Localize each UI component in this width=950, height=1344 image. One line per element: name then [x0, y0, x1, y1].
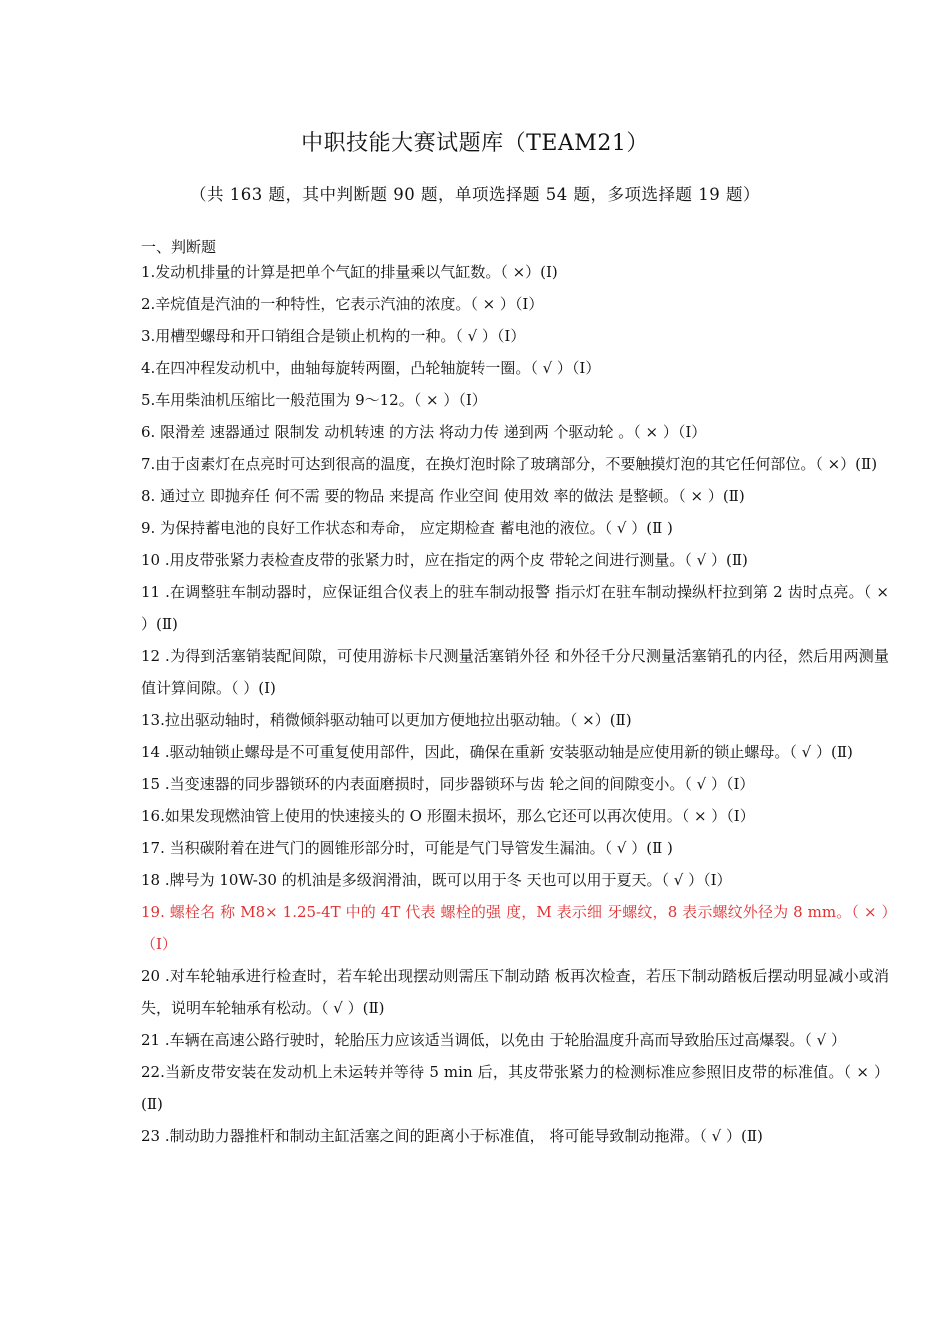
question-item: 23 .制动助力器推杆和制动主缸活塞之间的距离小于标准值， 将可能导致制动拖滞。（ √ ）(Ⅱ)	[141, 1127, 763, 1145]
question-item: 6. 限滑差 速器通过 限制发 动机转速 的方法 将动力传 递到两 个驱动轮 。（ × ）（Ⅰ）	[141, 423, 707, 441]
question-item: 12 .为得到活塞销装配间隙，可使用游标卡尺测量活塞销外径 和外径千分尺测量活塞销孔的内径，然后用两测量值计算间隙。（ ）(Ⅰ)	[141, 647, 889, 697]
question-item: 7.由于卤素灯在点亮时可达到很高的温度，在换灯泡时除了玻璃部分，不要触摸灯泡的其它任何部位。（ ×）(Ⅱ)	[141, 455, 878, 473]
question-item: 3.用槽型螺母和开口销组合是锁止机构的一种。（ √ ）（Ⅰ）	[141, 327, 526, 345]
document-subtitle: （共 163 题，其中判断题 90 题，单项选择题 54 题，多项选择题 19 题）	[190, 185, 760, 204]
document-title: 中职技能大赛试题库（TEAM21）	[301, 131, 649, 156]
question-item: 17. 当积碳附着在进气门的圆锥形部分时，可能是气门导管发生漏油。（ √ ）(Ⅱ )	[141, 839, 673, 857]
question-item: 21 .车辆在高速公路行驶时，轮胎压力应该适当调低，以免由 于轮胎温度升高而导致胎压过高爆裂。（ √ ）	[141, 1031, 846, 1049]
question-item-highlighted: 19. 螺栓名 称 M8× 1.25-4T 中的 4T 代表 螺栓的强 度，M 表示细 牙螺纹，8 表示螺纹外径为 8 mm。（ × ）（Ⅰ）	[141, 903, 889, 953]
question-item: 14 .驱动轴锁止螺母是不可重复使用部件，因此，确保在重新 安装驱动轴是应使用新的锁止螺母。（ √ ）(Ⅱ)	[141, 743, 853, 761]
question-item: 16.如果发现燃油管上使用的快速接头的 O 形圈未损坏，那么它还可以再次使用。（ × ）（Ⅰ）	[141, 807, 755, 825]
question-list	[141, 256, 889, 1152]
question-item: 4.在四冲程发动机中，曲轴每旋转两圈，凸轮轴旋转一圈。（ √ ）（Ⅰ）	[141, 359, 601, 377]
section-title-judgement: 一、判断题	[141, 238, 217, 256]
question-item: 22.当新皮带安装在发动机上未运转并等待 5 min 后，其皮带张紧力的检测标准应参照旧皮带的标准值。（ × ）(Ⅱ)	[141, 1063, 889, 1113]
question-item: 18 .牌号为 10W-30 的机油是多级润滑油，既可以用于冬 天也可以用于夏天。（ √ ）（Ⅰ）	[141, 871, 732, 889]
question-item: 9. 为保持蓄电池的良好工作状态和寿命， 应定期检查 蓄电池的液位。（ √ ）(Ⅱ )	[141, 519, 673, 537]
question-item: 11 .在调整驻车制动器时，应保证组合仪表上的驻车制动报警 指示灯在驻车制动操纵杆拉到第 2 齿时点亮。（ × ）(Ⅱ)	[141, 583, 889, 633]
question-item: 15 .当变速器的同步器锁环的内表面磨损时，同步器锁环与齿 轮之间的间隙变小。（ √ ）（Ⅰ）	[141, 775, 755, 793]
question-item: 1.发动机排量的计算是把单个气缸的排量乘以气缸数。（ ×）(Ⅰ)	[141, 263, 558, 281]
question-item: 5.车用柴油机压缩比一般范围为 9～12。（ × ）（Ⅰ）	[141, 391, 487, 409]
question-item: 2.辛烷值是汽油的一种特性，它表示汽油的浓度。（ × ）（Ⅰ）	[141, 295, 544, 313]
question-item: 13.拉出驱动轴时，稍微倾斜驱动轴可以更加方便地拉出驱动轴。（ ×）(Ⅱ)	[141, 711, 632, 729]
question-item: 8. 通过立 即抛弃任 何不需 要的物品 来提高 作业空间 使用效 率的做法 是整顿。（ × ）(Ⅱ)	[141, 487, 745, 505]
question-item: 10 .用皮带张紧力表检查皮带的张紧力时，应在指定的两个皮 带轮之间进行测量。（ √ ）(Ⅱ)	[141, 551, 748, 569]
question-item: 20 .对车轮轴承进行检查时，若车轮出现摆动则需压下制动踏 板再次检查，若压下制动踏板后摆动明显减小或消失，说明车轮轴承有松动。（ √ ）(Ⅱ)	[141, 967, 889, 1017]
